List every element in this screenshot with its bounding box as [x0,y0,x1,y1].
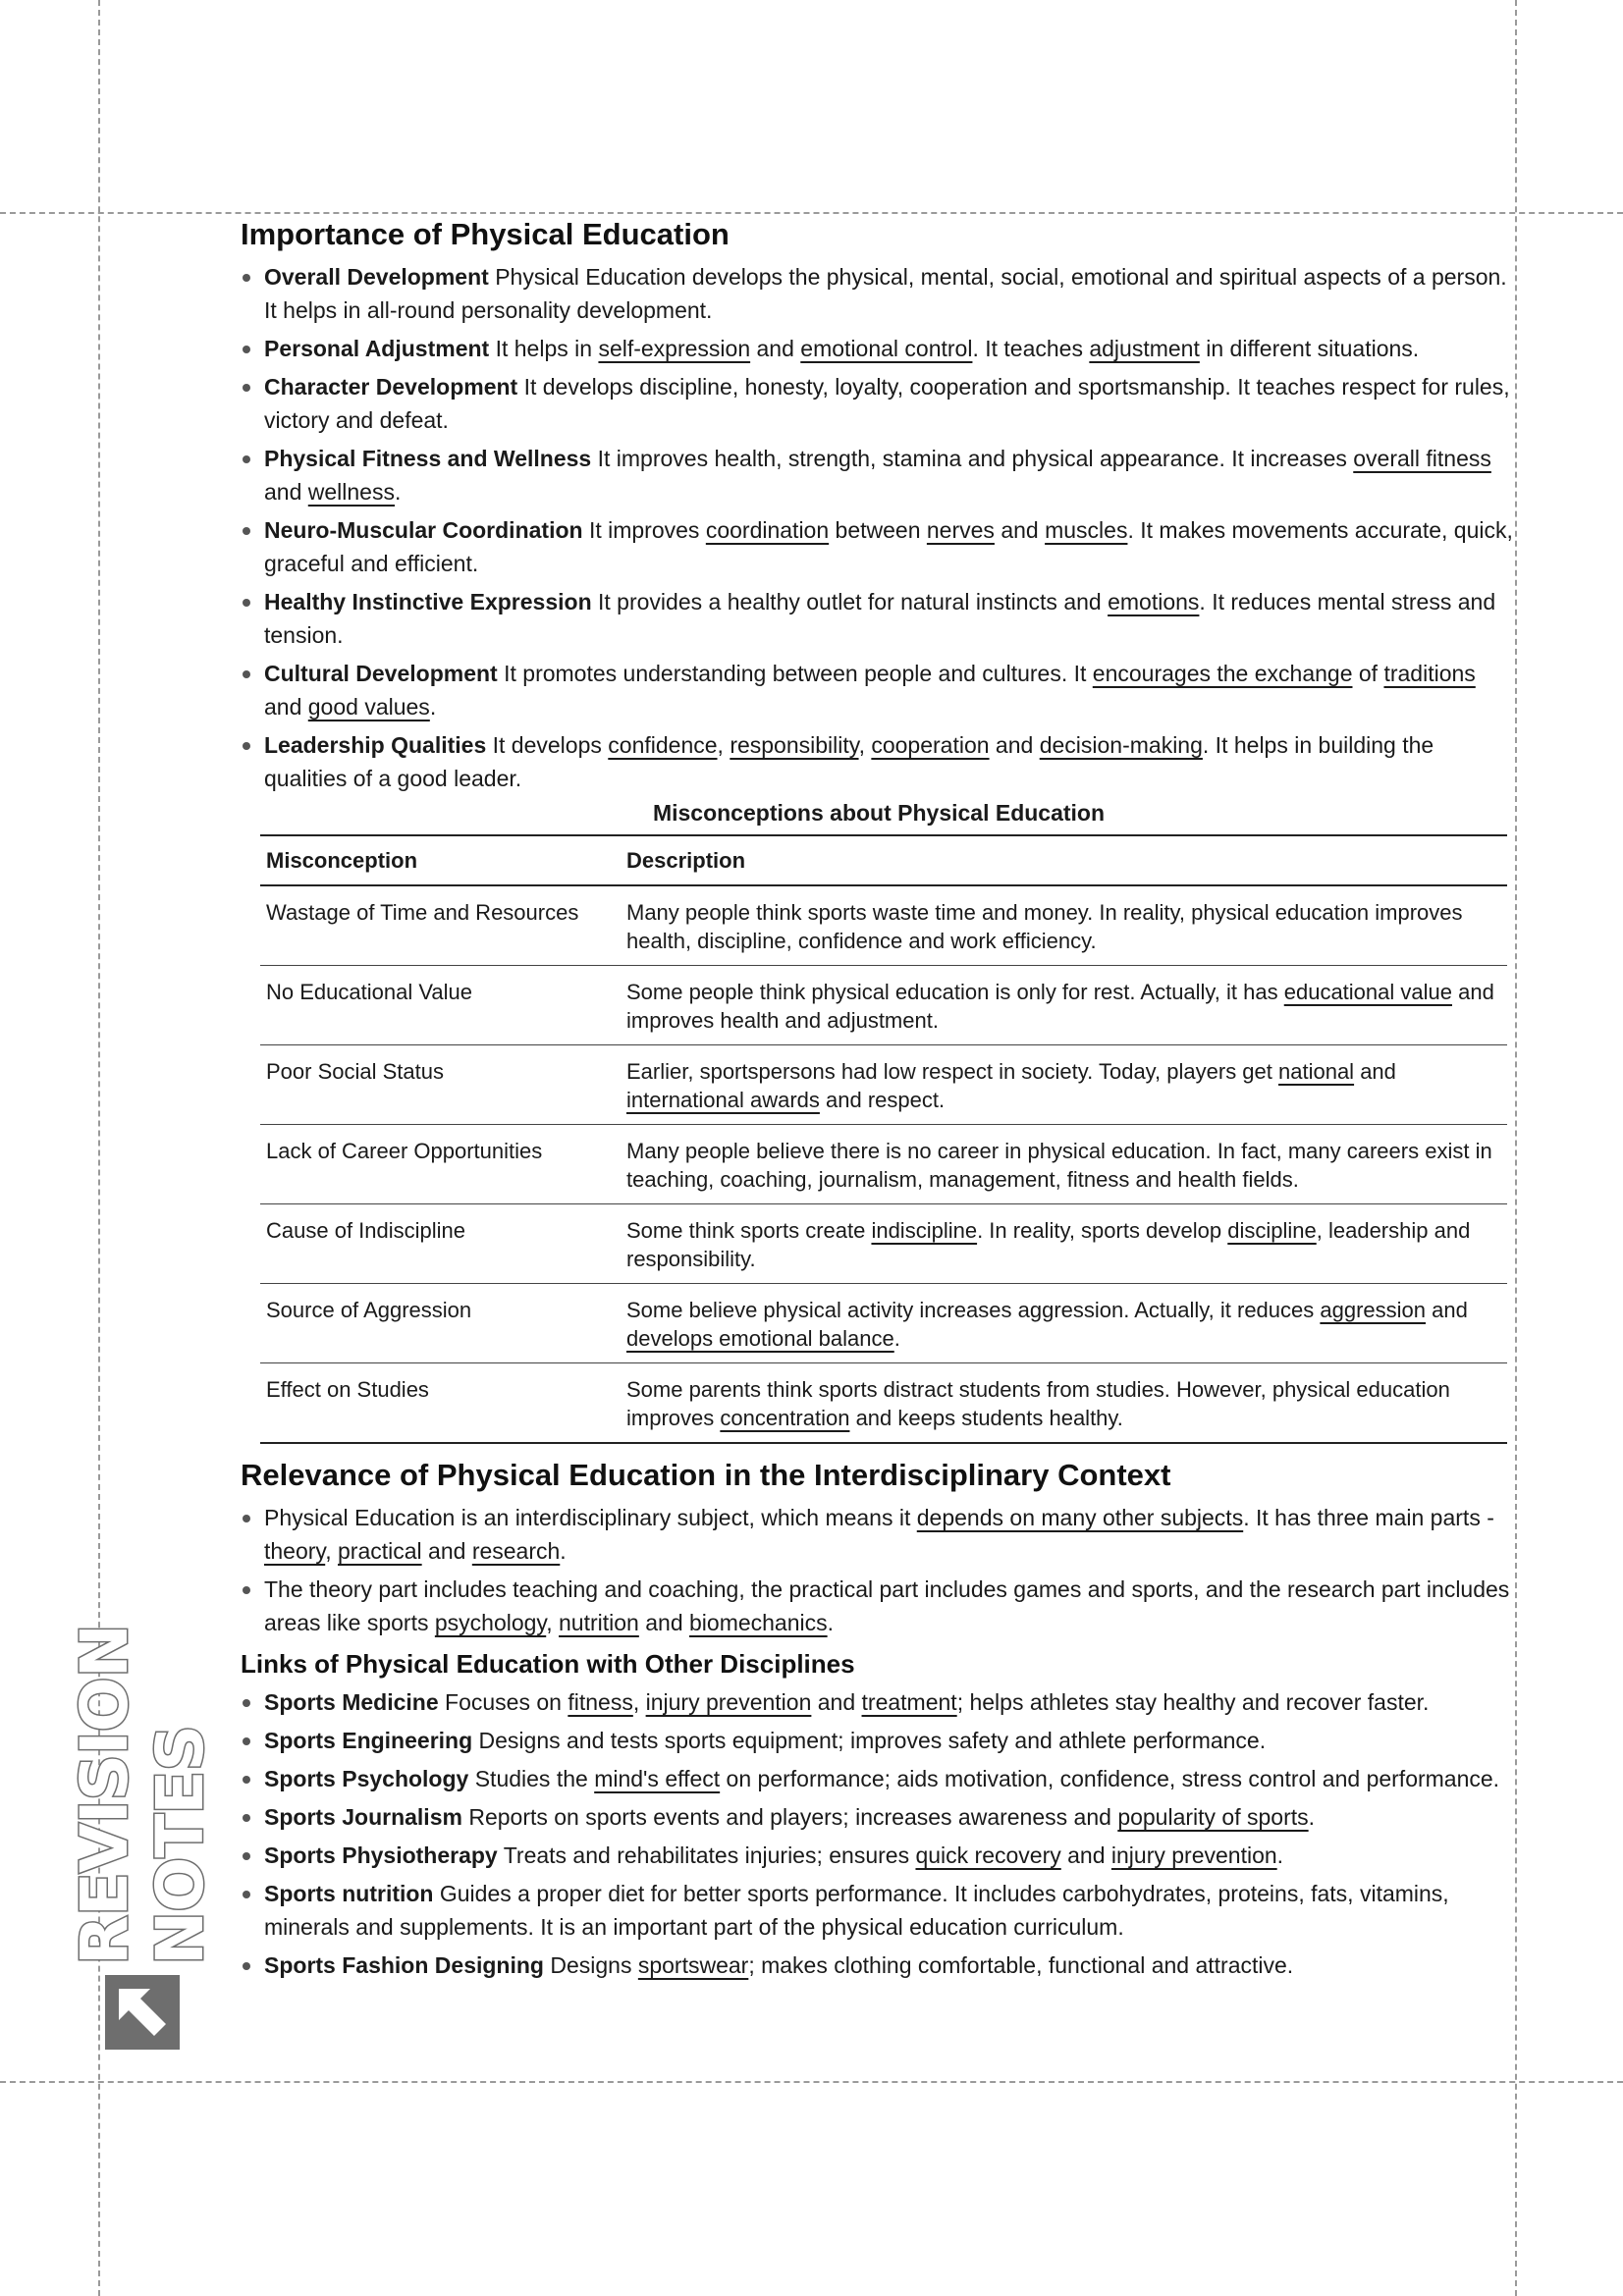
description-cell [621,1363,1507,1444]
page-content [241,217,1517,1987]
description-cell [621,1125,1507,1204]
underlined-keyword: sportswear [637,1952,749,1978]
links-list [241,1685,1517,1982]
misconception-cell: Lack of Career Opportunities [266,1139,543,1163]
text-fragment: , [858,732,872,758]
list-item-term: Healthy Instinctive Expression [264,589,592,614]
table-row [260,1284,1507,1363]
text-fragment: and [264,479,308,505]
underlined-keyword: emotions [1108,589,1200,614]
underlined-keyword: biomechanics [689,1610,828,1635]
text-fragment: and respect. [819,1088,946,1112]
list-item-term: Character Development [264,374,518,400]
list-item-term: Sports Fashion Designing [264,1952,544,1978]
underlined-keyword: treatment [861,1689,957,1715]
text-fragment: and [811,1689,862,1715]
underlined-keyword: adjustment [1089,336,1200,361]
text-fragment: . [394,479,402,505]
list-item-term: Personal Adjustment [264,336,490,361]
list-item-term: Sports Journalism [264,1804,462,1830]
text-fragment: and [994,517,1046,543]
list-item [241,1839,1517,1872]
text-fragment: ; helps athletes stay healthy and recover faster. [956,1689,1430,1715]
text-fragment: . In reality, sports develop [977,1218,1228,1243]
list-item [241,728,1517,795]
description-cell [621,1045,1507,1125]
list-item [241,1573,1517,1639]
text-fragment: It improves [588,517,706,543]
misconception-cell: Effect on Studies [266,1377,429,1402]
list-item-term: Physical Fitness and Wellness [264,446,592,471]
arrow-up-left-icon [105,1975,180,2050]
underlined-keyword: confidence [608,732,718,758]
text-fragment: . [893,1326,900,1351]
underlined-keyword: discipline [1227,1218,1317,1243]
text-fragment: and [989,732,1040,758]
misconception-cell: No Educational Value [266,980,472,1004]
crop-guide-bottom [0,2081,1623,2083]
text-fragment: Treats and rehabilitates injuries; ensures [503,1842,916,1868]
underlined-keyword: wellness [307,479,395,505]
text-fragment: . It has three main parts - [1243,1505,1494,1530]
text-fragment: on performance; aids motivation, confidence, stress control and performance. [720,1766,1500,1791]
table-row [260,1363,1507,1444]
underlined-keyword: encourages the exchange [1092,661,1353,686]
underlined-keyword: injury prevention [1110,1842,1277,1868]
list-item [241,370,1517,437]
header-misconception: Misconception [266,848,418,873]
text-fragment: Studies the [474,1766,595,1791]
revision-notes-label: REVISION NOTES [67,1625,218,1965]
misconception-cell: Cause of Indiscipline [266,1218,466,1243]
text-fragment: between [829,517,927,543]
underlined-keyword: research [471,1538,561,1564]
list-item [241,585,1517,652]
text-fragment: Physical Education develops the physical, mental, social, emotional and spiritual aspects of a person. It helps in all-round personality development. [264,264,1507,323]
list-item-term: Sports Psychology [264,1766,469,1791]
table-row [260,1204,1507,1284]
text-fragment: and [750,336,801,361]
underlined-keyword: develops emotional balance [626,1326,894,1351]
underlined-keyword: concentration [720,1406,850,1430]
text-fragment: Many people believe there is no career in physical education. In fact, many careers exist in teaching, coaching, journalism, management, fitness and health fields. [626,1139,1492,1192]
text-fragment: Designs and tests sports equipment; improves safety and athlete performance. [478,1728,1267,1753]
underlined-keyword: responsibility [730,732,859,758]
header-description: Description [626,848,746,873]
underlined-keyword: emotional control [800,336,973,361]
text-fragment: . [827,1610,835,1635]
underlined-keyword: cooperation [871,732,990,758]
underlined-keyword: national [1278,1059,1355,1084]
underlined-keyword: psychology [434,1610,547,1635]
text-fragment: and [421,1538,472,1564]
list-item-term: Overall Development [264,264,489,290]
section-title-links: Links of Physical Education with Other Disciplines [241,1649,855,1679]
list-item [241,1800,1517,1834]
text-fragment: It develops [492,732,609,758]
description-cell [621,1204,1507,1284]
underlined-keyword: depends on many other subjects [916,1505,1244,1530]
text-fragment: It develops discipline, honesty, loyalty, cooperation and sportsmanship. It teaches respect for rules, victory and defeat. [264,374,1510,433]
list-item-term: Sports Engineering [264,1728,473,1753]
misconception-cell: Source of Aggression [266,1298,472,1322]
text-fragment: It provides a healthy outlet for natural instincts and [598,589,1109,614]
underlined-keyword: coordination [705,517,830,543]
text-fragment: Some think sports create [626,1218,872,1243]
list-item [241,1762,1517,1795]
text-fragment: Focuses on [445,1689,568,1715]
list-item-term: Neuro-Muscular Coordination [264,517,583,543]
underlined-keyword: muscles [1045,517,1128,543]
text-fragment: . [429,694,437,720]
text-fragment: . It helps in building the qualities of a good leader. [264,732,1434,791]
misconception-cell: Wastage of Time and Resources [266,900,579,925]
underlined-keyword: nutrition [559,1610,639,1635]
text-fragment: Earlier, sportspersons had low respect in society. Today, players get [626,1059,1278,1084]
text-fragment: . It teaches [972,336,1090,361]
table-title: Misconceptions about Physical Education [652,800,1106,826]
text-fragment: Physical Education is an interdisciplinary subject, which means it [264,1505,917,1530]
text-fragment: and improves health and adjustment. [626,980,1494,1033]
text-fragment: . [560,1538,567,1564]
list-item-term: Sports nutrition [264,1881,434,1906]
section-title-importance: Importance of Physical Education [241,217,730,251]
text-fragment: , leadership and responsibility. [626,1218,1471,1271]
text-fragment: Guides a proper diet for better sports performance. It includes carbohydrates, proteins, fats, vitamins, minerals and supplements. It is an important part of the physical education curriculum. [264,1881,1449,1940]
text-fragment: It improves health, strength, stamina and physical appearance. It increases [597,446,1354,471]
text-fragment: Many people think sports waste time and money. In reality, physical education improves health, discipline, confidence and work efficiency. [626,900,1463,953]
text-fragment: , [546,1610,560,1635]
text-fragment: and [1060,1842,1111,1868]
description-cell [621,966,1507,1045]
table-header-row [260,835,1507,885]
text-fragment: It promotes understanding between people and cultures. It [504,661,1093,686]
table-row [260,966,1507,1045]
table-row [260,1125,1507,1204]
text-fragment: Some parents think sports distract students from studies. However, physical education improves [626,1377,1450,1430]
list-item [241,1949,1517,1982]
misconceptions-table [260,834,1507,1444]
text-fragment: It helps in [495,336,599,361]
list-item [241,657,1517,723]
list-item-term: Cultural Development [264,661,498,686]
text-fragment: Reports on sports events and players; increases awareness and [468,1804,1118,1830]
underlined-keyword: theory [264,1538,326,1564]
relevance-list [241,1501,1517,1639]
underlined-keyword: international awards [626,1088,820,1112]
text-fragment: . [1308,1804,1316,1830]
text-fragment: and [1354,1059,1396,1084]
table-row [260,885,1507,966]
list-item [241,332,1517,365]
underlined-keyword: educational value [1283,980,1452,1004]
text-fragment: and keeps students healthy. [849,1406,1123,1430]
list-item [241,1501,1517,1568]
text-fragment: The theory part includes teaching and coaching, the practical part includes games and sports, and the research part includes areas like sports [264,1576,1510,1635]
underlined-keyword: overall fitness [1353,446,1491,471]
text-fragment: and [1426,1298,1468,1322]
description-cell [621,885,1507,966]
underlined-keyword: popularity of sports [1117,1804,1309,1830]
text-fragment: Designs [550,1952,638,1978]
importance-list [241,260,1517,795]
text-fragment: Some people think physical education is only for rest. Actually, it has [626,980,1284,1004]
list-item-term: Leadership Qualities [264,732,487,758]
underlined-keyword: fitness [568,1689,633,1715]
underlined-keyword: mind's effect [594,1766,721,1791]
text-fragment: and [638,1610,689,1635]
text-fragment: in different situations. [1199,336,1420,361]
underlined-keyword: traditions [1383,661,1476,686]
text-fragment: , [325,1538,338,1564]
text-fragment: of [1352,661,1384,686]
text-fragment: Some believe physical activity increases aggression. Actually, it reduces [626,1298,1321,1322]
list-item [241,1877,1517,1944]
text-fragment: and [264,694,308,720]
list-item-term: Sports Medicine [264,1689,439,1715]
text-fragment: , [632,1689,646,1715]
text-fragment: . [1276,1842,1284,1868]
text-fragment: . It reduces mental stress and tension. [264,589,1496,648]
list-item [241,260,1517,327]
misconception-cell: Poor Social Status [266,1059,444,1084]
underlined-keyword: injury prevention [645,1689,812,1715]
list-item-term: Sports Physiotherapy [264,1842,498,1868]
list-item [241,513,1517,580]
list-item [241,442,1517,508]
list-item [241,1685,1517,1719]
underlined-keyword: decision-making [1039,732,1203,758]
text-fragment: . It makes movements accurate, quick, graceful and efficient. [264,517,1513,576]
text-fragment: ; makes clothing comfortable, functional and attractive. [748,1952,1294,1978]
description-cell [621,1284,1507,1363]
underlined-keyword: self-expression [598,336,751,361]
underlined-keyword: good values [307,694,430,720]
underlined-keyword: indiscipline [871,1218,978,1243]
list-item [241,1724,1517,1757]
underlined-keyword: quick recovery [915,1842,1061,1868]
crop-guide-top [0,212,1623,214]
underlined-keyword: aggression [1320,1298,1427,1322]
text-fragment: , [717,732,730,758]
underlined-keyword: nerves [926,517,995,543]
section-title-relevance: Relevance of Physical Education in the Interdisciplinary Context [241,1458,1171,1492]
table-row [260,1045,1507,1125]
underlined-keyword: practical [338,1538,422,1564]
